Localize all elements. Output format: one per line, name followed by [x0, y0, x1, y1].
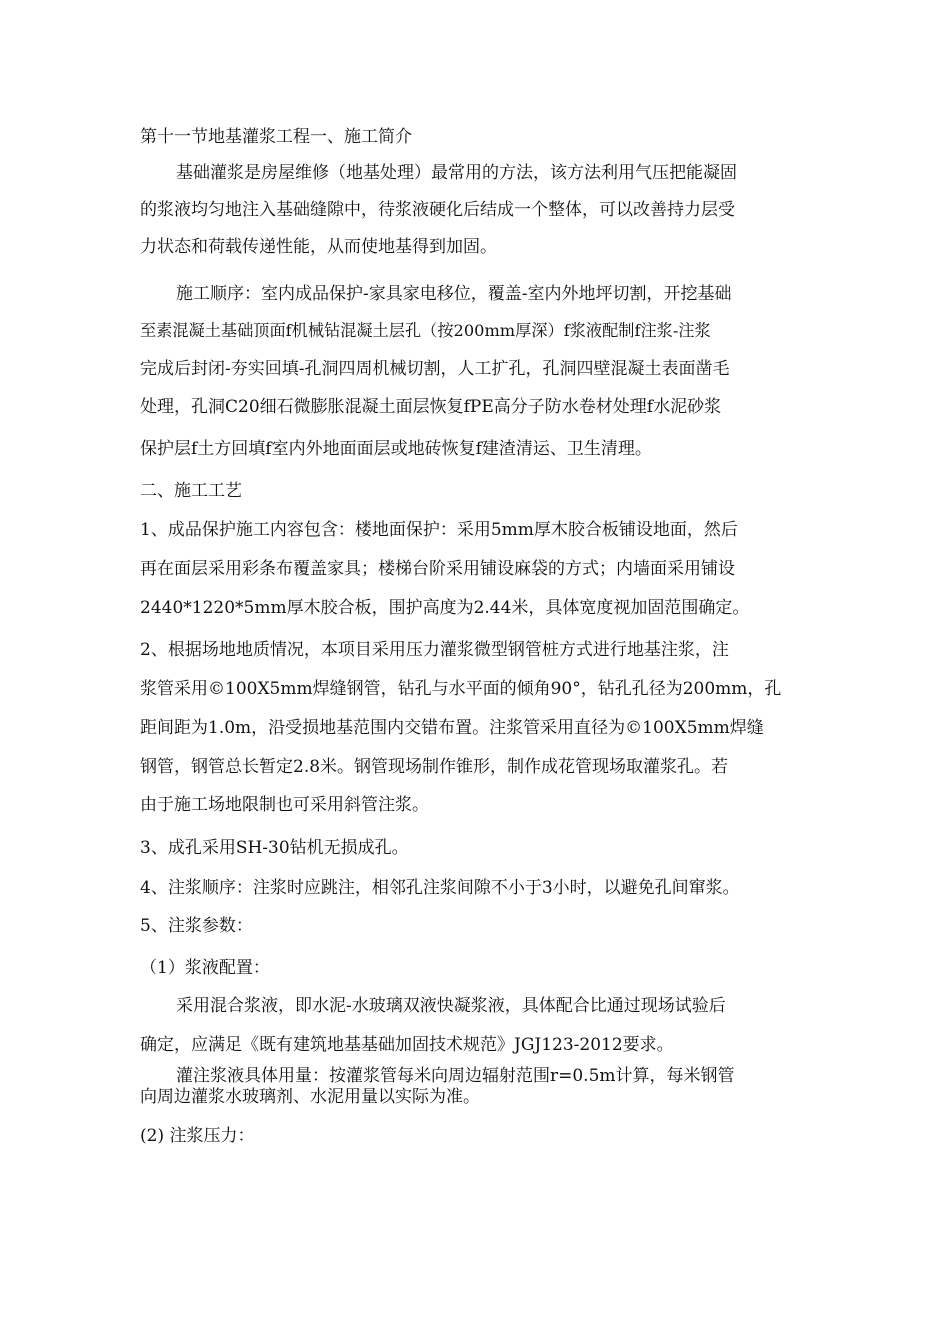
paragraph-line: 3、成孔采用SH-30钻机无损成孔。 [140, 838, 409, 858]
subsection-heading: (2) 注浆压力： [140, 1126, 255, 1146]
paragraph-line: 的浆液均匀地注入基础缝隙中，待浆液硬化后结成一个整体，可以改善持力层受 [140, 200, 735, 220]
paragraph-line: 确定，应满足《既有建筑地基基础加固技术规范》JGJ123-2012要求。 [140, 1035, 674, 1055]
paragraph-line: 处理，孔洞C20细石微膨胀混凝土面层恢复fPE高分子防水卷材处理f水泥砂浆 [140, 397, 722, 417]
paragraph-line: 浆管采用©100X5mm焊缝钢管，钻孔与水平面的倾角90°，钻孔孔径为200mm，孔 [140, 679, 782, 699]
section-heading: 二、施工工艺 [140, 481, 242, 501]
paragraph-line: 钢管，钢管总长暂定2.8米。钢管现场制作锥形，制作成花管现场取灌浆孔。若 [140, 757, 729, 777]
paragraph-line: 施工顺序：室内成品保护-家具家电移位，覆盖-室内外地坪切割，开挖基础 [176, 284, 732, 304]
paragraph-line: 至素混凝土基础顶面f机械钻混凝土层孔（按200mm厚深）f浆液配制f注浆-注浆 [140, 321, 711, 340]
paragraph-line: 采用混合浆液，即水泥-水玻璃双液快凝浆液，具体配合比通过现场试验后 [176, 996, 726, 1016]
paragraph-line: 5、注浆参数： [140, 916, 253, 936]
paragraph-line: 灌注浆液具体用量：按灌浆管每米向周边辐射范围r=0.5m计算，每米钢管 [176, 1066, 735, 1086]
paragraph-line: 4、注浆顺序：注浆时应跳注，相邻孔注浆间隙不小于3小时，以避免孔间窜浆。 [140, 878, 740, 898]
paragraph-line: 2440*1220*5mm厚木胶合板，围护高度为2.44米，具体宽度视加固范围确定。 [140, 598, 750, 618]
paragraph-line: 向周边灌浆水玻璃剂、水泥用量以实际为准。 [140, 1087, 480, 1107]
paragraph-line: 距间距为1.0m，沿受损地基范围内交错布置。注浆管采用直径为©100X5mm焊缝 [140, 718, 764, 738]
paragraph-line: 完成后封闭-夯实回填-孔洞四周机械切割，人工扩孔，孔洞四壁混凝土表面凿毛 [140, 359, 730, 379]
paragraph-line: 1、成品保护施工内容包含：楼地面保护：采用5mm厚木胶合板铺设地面，然后 [140, 520, 738, 540]
paragraph-line: 力状态和荷载传递性能，从而使地基得到加固。 [140, 237, 497, 257]
paragraph-line: 基础灌浆是房屋维修（地基处理）最常用的方法，该方法利用气压把能凝固 [176, 163, 737, 183]
paragraph-line: 再在面层采用彩条布覆盖家具；楼梯台阶采用铺设麻袋的方式；内墙面采用铺设 [140, 559, 735, 579]
paragraph-line: 2、根据场地地质情况，本项目采用压力灌浆微型钢管桩方式进行地基注浆，注 [140, 640, 729, 660]
subsection-heading: （1）浆液配置： [140, 958, 270, 978]
section-heading: 第十一节地基灌浆工程一、施工简介 [140, 127, 412, 147]
paragraph-line: 保护层f土方回填f室内外地面面层或地砖恢复f建渣清运、卫生清理。 [140, 439, 652, 459]
paragraph-line: 由于施工场地限制也可采用斜管注浆。 [140, 795, 429, 815]
